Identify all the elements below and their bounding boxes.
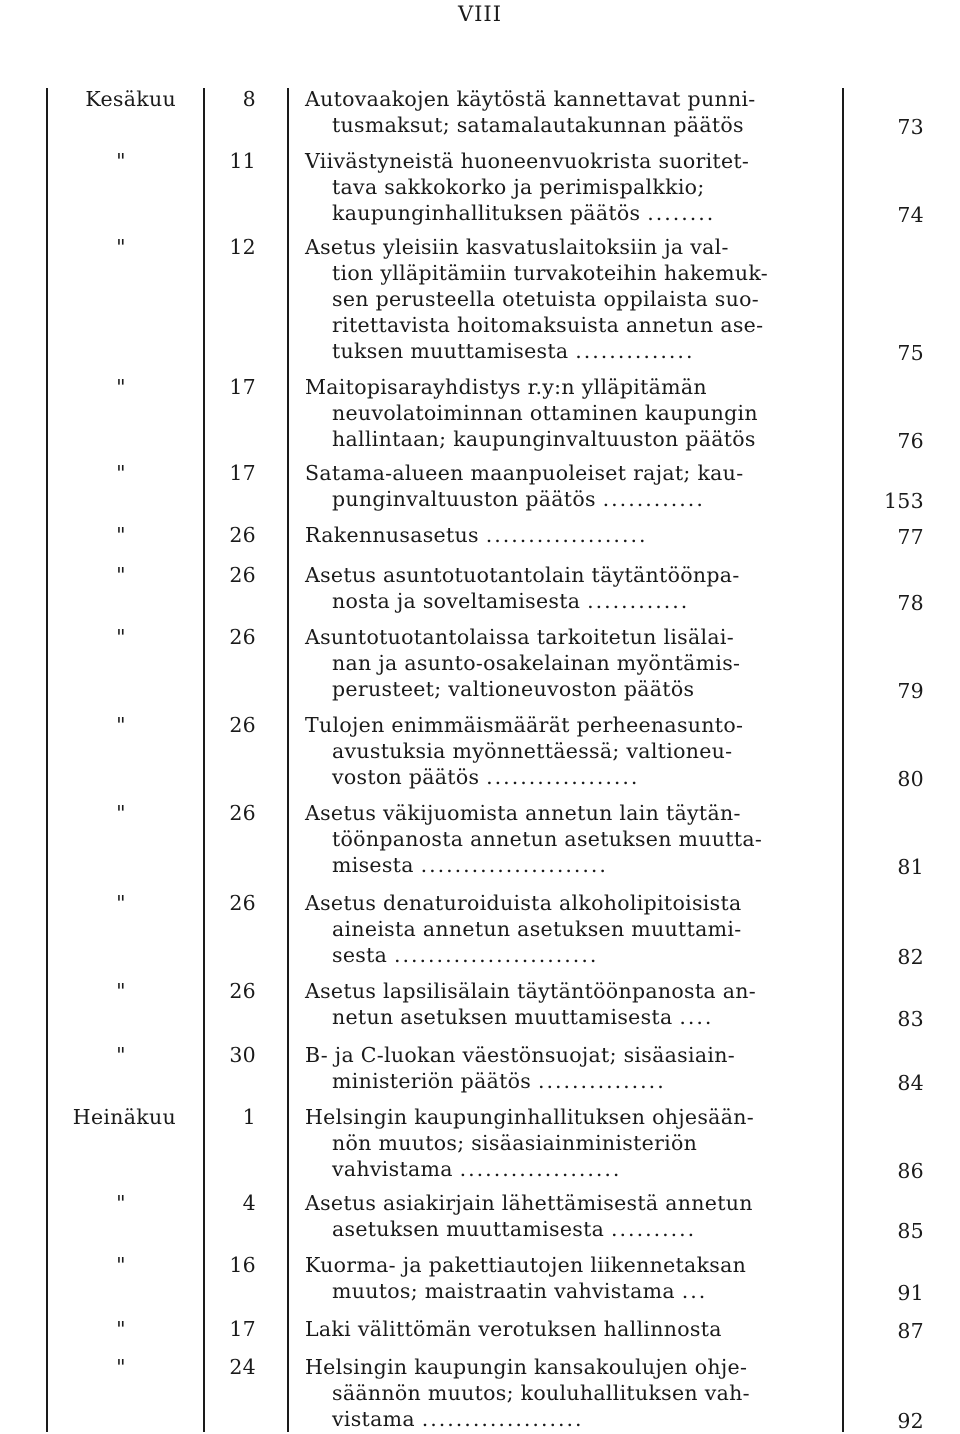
page-reference: 153 <box>883 489 924 513</box>
title-line: Rakennusasetus <box>305 523 479 547</box>
page-reference: 80 <box>897 767 924 791</box>
day-number: 1 <box>242 1105 256 1129</box>
page-reference: 74 <box>897 203 924 227</box>
day-number: 17 <box>229 461 256 485</box>
month-label: Heinäkuu <box>72 1105 176 1129</box>
title-line-wrap <box>305 1406 835 1432</box>
month-ditto-mark: " <box>116 713 126 737</box>
title-line: Tulojen enimmäismäärät perheenasunto- <box>305 713 744 737</box>
day-number: 30 <box>229 1043 256 1067</box>
title-line: voston päätös <box>332 765 480 789</box>
day-number: 26 <box>229 713 256 737</box>
title-line: neuvolatoiminnan ottaminen kaupungin <box>332 401 758 425</box>
month-ditto-mark: " <box>116 1355 126 1379</box>
day-number: 26 <box>229 891 256 915</box>
dot-leader: ............ <box>602 487 705 511</box>
title-line: nosta ja soveltamisesta <box>332 589 581 613</box>
page-reference: 86 <box>897 1159 924 1183</box>
day-number: 24 <box>229 1355 256 1379</box>
title-line-wrap <box>305 338 835 364</box>
entry-title <box>305 1252 835 1304</box>
entry-title <box>305 1104 835 1182</box>
dot-leader: ... <box>681 1279 708 1303</box>
title-line: Maitopisarayhdistys r.y:n ylläpitämän <box>305 375 707 399</box>
month-ditto-mark: " <box>116 461 126 485</box>
entry-title <box>305 562 835 614</box>
column-rule-page <box>842 88 844 1432</box>
title-line-wrap <box>305 1068 835 1094</box>
title-line-wrap <box>305 522 835 548</box>
column-rule-left <box>46 88 48 1432</box>
page-reference: 85 <box>897 1219 924 1243</box>
dot-leader: .......... <box>611 1217 697 1241</box>
day-number: 26 <box>229 625 256 649</box>
entry-title <box>305 890 835 968</box>
title-line-wrap <box>305 1156 835 1182</box>
entry-title <box>305 1190 835 1242</box>
day-number: 17 <box>229 375 256 399</box>
title-line: avustuksia myönnettäessä; valtioneu- <box>332 739 733 763</box>
page-number-header: VIII <box>457 2 503 26</box>
title-line: säännön muutos; kouluhallituksen vah- <box>332 1381 750 1405</box>
dot-leader: ................... <box>421 1407 584 1431</box>
title-line: tusmaksut; satamalautakunnan päätös <box>332 113 744 137</box>
month-ditto-mark: " <box>116 979 126 1003</box>
entry-title <box>305 234 835 364</box>
month-ditto-mark: " <box>116 149 126 173</box>
dot-leader: ................... <box>485 523 648 547</box>
page-reference: 87 <box>897 1319 924 1343</box>
day-number: 11 <box>229 149 256 173</box>
title-line: tava sakkokorko ja perimispalkkio; <box>332 175 705 199</box>
title-line: netun asetuksen muuttamisesta <box>332 1005 673 1029</box>
title-line: asetuksen muuttamisesta <box>332 1217 605 1241</box>
title-line: nan ja asunto-osakelainan myöntämis- <box>332 651 741 675</box>
entry-title <box>305 1316 835 1342</box>
page-reference: 84 <box>897 1071 924 1095</box>
day-number: 17 <box>229 1317 256 1341</box>
title-line: punginvaltuuston päätös <box>332 487 596 511</box>
day-number: 4 <box>242 1191 256 1215</box>
entry-title <box>305 1042 835 1094</box>
month-ditto-mark: " <box>116 1043 126 1067</box>
month-ditto-mark: " <box>116 891 126 915</box>
month-ditto-mark: " <box>116 235 126 259</box>
month-ditto-mark: " <box>116 375 126 399</box>
page-reference: 73 <box>897 115 924 139</box>
entry-title <box>305 800 835 878</box>
page-reference: 83 <box>897 1007 924 1031</box>
dot-leader: ............ <box>587 589 690 613</box>
title-line: Satama-alueen maanpuoleiset rajat; kau- <box>305 461 744 485</box>
month-label: Kesäkuu <box>85 87 176 111</box>
page-reference: 91 <box>897 1281 924 1305</box>
dot-leader: .................. <box>486 765 640 789</box>
title-line: Helsingin kaupungin kansakoulujen ohje- <box>305 1355 748 1379</box>
title-line: kaupunginhallituksen päätös <box>332 201 641 225</box>
entry-title <box>305 460 835 512</box>
dot-leader: ........ <box>647 201 716 225</box>
dot-leader: ............... <box>537 1069 666 1093</box>
title-line-wrap <box>305 486 835 512</box>
title-line: töönpanosta annetun asetuksen muutta- <box>332 827 763 851</box>
title-line: sesta <box>332 943 388 967</box>
entry-title <box>305 978 835 1030</box>
title-line-wrap <box>305 852 835 878</box>
column-rule-date <box>203 88 205 1432</box>
day-number: 26 <box>229 523 256 547</box>
title-line: sen perusteella otetuista oppilaista suo- <box>332 287 759 311</box>
title-line: Asetus yleisiin kasvatuslaitoksiin ja val- <box>305 235 729 259</box>
entry-title <box>305 1354 835 1432</box>
dot-leader: ...................... <box>420 853 608 877</box>
title-line: vahvistama <box>332 1157 453 1181</box>
title-line-wrap <box>305 200 835 226</box>
page-reference: 77 <box>897 525 924 549</box>
title-line-wrap <box>305 1216 835 1242</box>
entry-title <box>305 148 835 226</box>
page-reference: 78 <box>897 591 924 615</box>
title-line: Helsingin kaupunginhallituksen ohjesään- <box>305 1105 754 1129</box>
entry-title <box>305 86 835 138</box>
entry-title <box>305 522 835 548</box>
entry-title <box>305 374 835 452</box>
title-line: Laki välittömän verotuksen hallinnosta <box>305 1317 722 1341</box>
page-reference: 81 <box>897 855 924 879</box>
title-line: vistama <box>332 1407 415 1431</box>
title-line-wrap <box>305 764 835 790</box>
title-line: perusteet; valtioneuvoston päätös <box>332 677 695 701</box>
dot-leader: ................... <box>459 1157 622 1181</box>
title-line: Autovaakojen käytöstä kannettavat punni- <box>305 87 756 111</box>
day-number: 26 <box>229 979 256 1003</box>
title-line: Kuorma- ja pakettiautojen liikennetaksan <box>305 1253 747 1277</box>
day-number: 12 <box>229 235 256 259</box>
title-line-wrap <box>305 1278 835 1304</box>
dot-leader: .... <box>679 1005 714 1029</box>
title-line: nön muutos; sisäasiainministeriön <box>332 1131 698 1155</box>
month-ditto-mark: " <box>116 801 126 825</box>
title-line: aineista annetun asetuksen muuttami- <box>332 917 742 941</box>
day-number: 8 <box>242 87 256 111</box>
page-reference: 92 <box>897 1409 924 1433</box>
month-ditto-mark: " <box>116 1317 126 1341</box>
title-line-wrap <box>305 1004 835 1030</box>
month-ditto-mark: " <box>116 563 126 587</box>
title-line-wrap <box>305 588 835 614</box>
page-reference: 76 <box>897 429 924 453</box>
column-rule-title <box>287 88 289 1432</box>
title-line: ritettavista hoitomaksuista annetun ase- <box>332 313 764 337</box>
title-line: Asetus asuntotuotantolain täytäntöönpa- <box>305 563 740 587</box>
month-ditto-mark: " <box>116 625 126 649</box>
title-line-wrap <box>305 942 835 968</box>
title-line: tuksen muuttamisesta <box>332 339 569 363</box>
title-line: Asetus denaturoiduista alkoholipitoisista <box>305 891 742 915</box>
page-reference: 79 <box>897 679 924 703</box>
title-line: muutos; maistraatin vahvistama <box>332 1279 675 1303</box>
day-number: 26 <box>229 801 256 825</box>
month-ditto-mark: " <box>116 1191 126 1215</box>
title-line: hallintaan; kaupunginvaltuuston päätös <box>332 427 756 451</box>
day-number: 26 <box>229 563 256 587</box>
title-line: Asetus väkijuomista annetun lain täytän- <box>305 801 741 825</box>
month-ditto-mark: " <box>116 523 126 547</box>
entry-title <box>305 624 835 702</box>
dot-leader: .............. <box>575 339 695 363</box>
page-reference: 82 <box>897 945 924 969</box>
page-reference: 75 <box>897 341 924 365</box>
title-line: ministeriön päätös <box>332 1069 532 1093</box>
day-number: 16 <box>229 1253 256 1277</box>
entry-title <box>305 712 835 790</box>
title-line: Asuntotuotantolaissa tarkoitetun lisälai- <box>305 625 734 649</box>
title-line: tion ylläpitämiin turvakoteihin hakemuk- <box>332 261 769 285</box>
month-ditto-mark: " <box>116 1253 126 1277</box>
title-line: Asetus asiakirjain lähettämisestä annetun <box>305 1191 753 1215</box>
dot-leader: ........................ <box>393 943 599 967</box>
title-line: Asetus lapsilisälain täytäntöönpanosta an- <box>305 979 756 1003</box>
title-line: B- ja C-luokan väestönsuojat; sisäasiain- <box>305 1043 735 1067</box>
title-line: Viivästyneistä huoneenvuokrista suoritet- <box>305 149 750 173</box>
title-line: misesta <box>332 853 414 877</box>
